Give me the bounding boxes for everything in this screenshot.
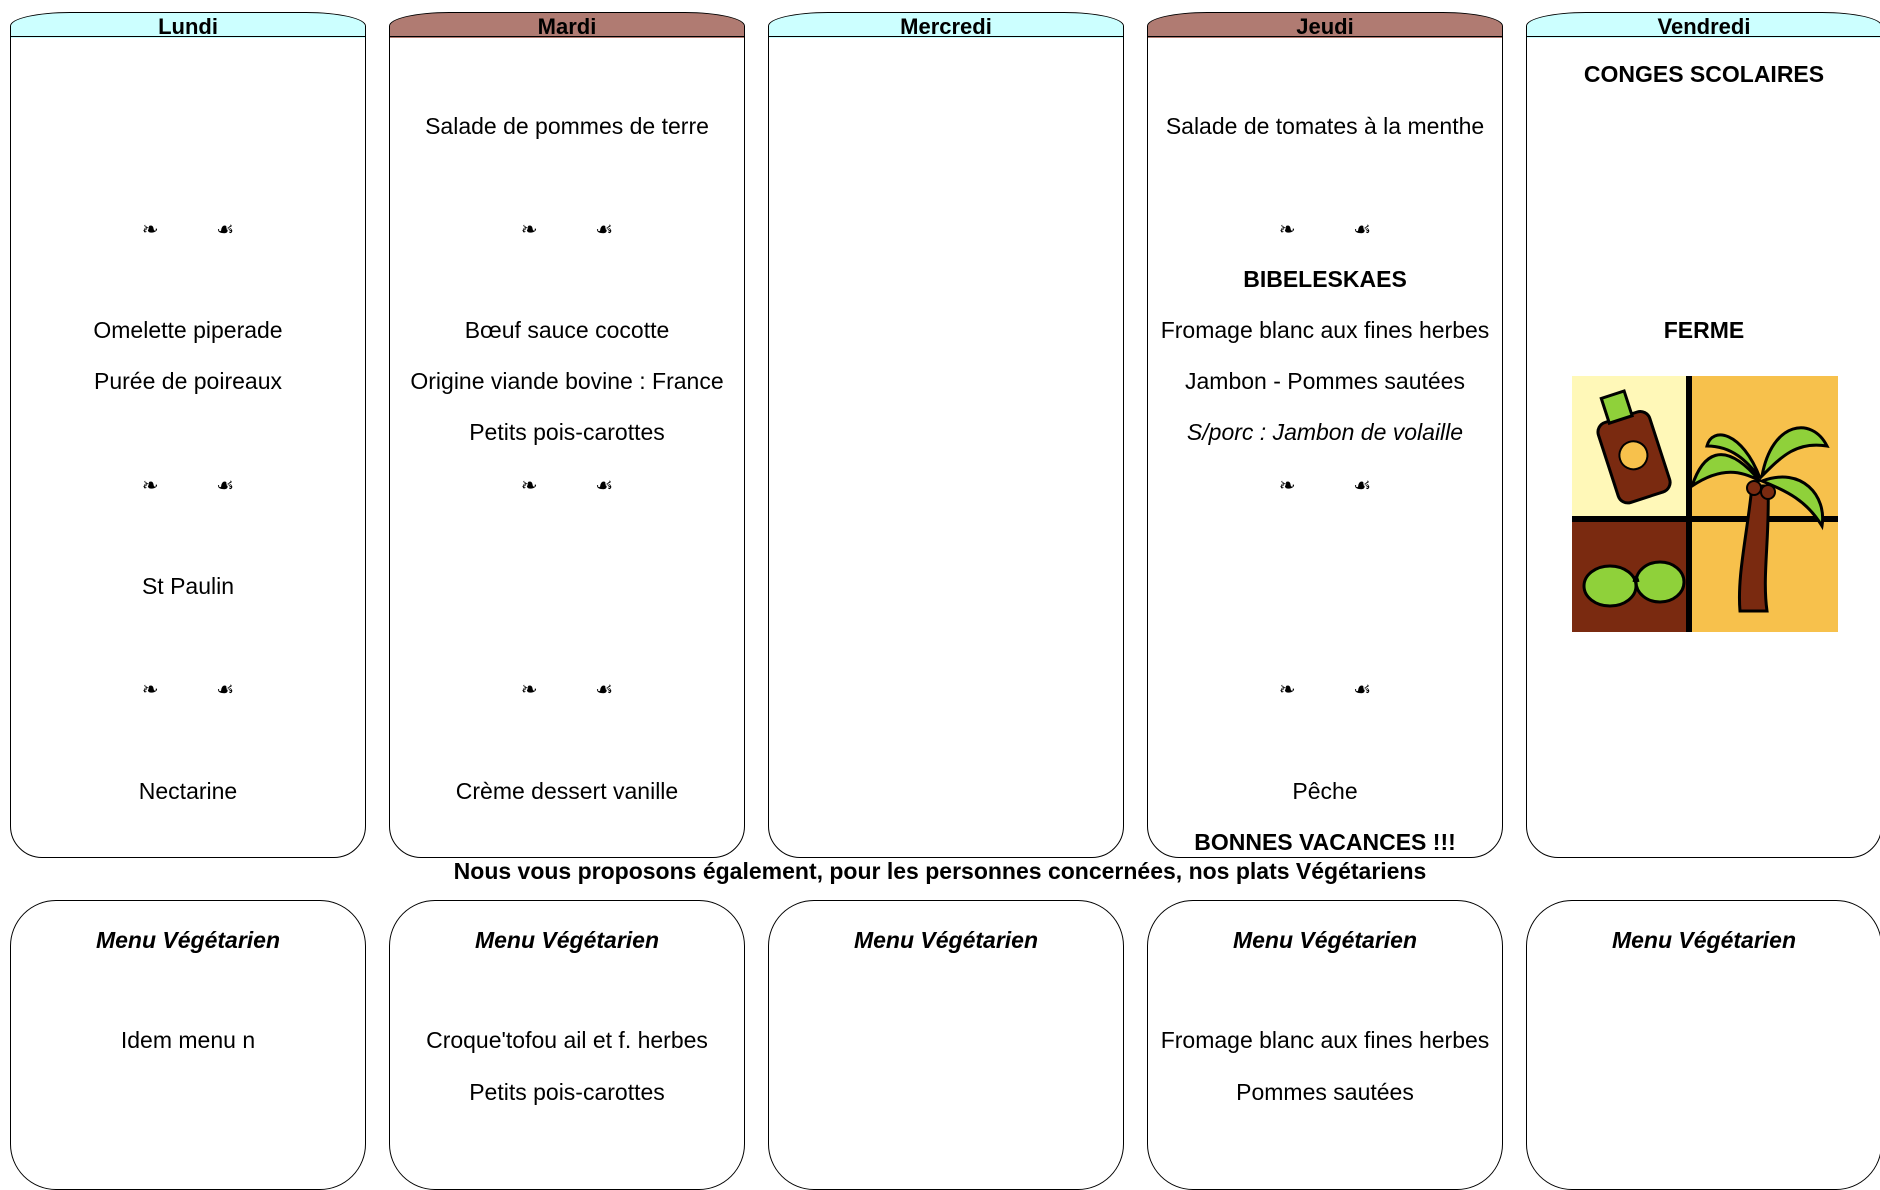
ornament: ❧ ☙ — [1278, 219, 1398, 241]
meat-origin: Origine viande bovine : France — [410, 368, 724, 394]
day-menu-box-tuesday — [389, 36, 745, 858]
veg-dish: Idem menu n — [120, 1027, 256, 1053]
starter: Salade de tomates à la menthe — [1165, 113, 1485, 139]
veg-dish: Croque'tofou ail et f. herbes — [426, 1027, 708, 1053]
pork-alternative: S/porc : Jambon de volaille — [1186, 419, 1464, 445]
dessert: Crème dessert vanille — [455, 778, 679, 804]
dessert: Nectarine — [138, 778, 238, 804]
ornament: ❧ ☙ — [141, 475, 261, 497]
day-menu-box-wednesday — [768, 36, 1124, 858]
ornament: ❧ ☙ — [1278, 475, 1398, 497]
day-menu-box-thursday — [1147, 36, 1503, 858]
veg-box-wednesday — [768, 900, 1124, 1190]
main-dish: Bœuf sauce cocotte — [464, 317, 670, 343]
veg-title: Menu Végétarien — [474, 927, 660, 953]
veg-dish: Fromage blanc aux fines herbes — [1160, 1027, 1490, 1053]
veg-side-dish: Petits pois-carottes — [469, 1079, 665, 1105]
side-dish: Petits pois-carottes — [469, 419, 665, 445]
main-dish: Omelette piperade — [93, 317, 283, 343]
vacation-clipart-icon — [1572, 376, 1838, 632]
veg-box-friday — [1526, 900, 1880, 1190]
day-header-friday: Vendredi — [1526, 12, 1880, 38]
dessert: Pêche — [1292, 778, 1358, 804]
veg-title: Menu Végétarien — [1232, 927, 1418, 953]
day-header-tuesday: Mardi — [389, 12, 745, 38]
school-holiday-label: CONGES SCOLAIRES — [1583, 61, 1825, 87]
ornament: ❧ ☙ — [520, 679, 640, 701]
ornament: ❧ ☙ — [1278, 679, 1398, 701]
side-dish: Purée de poireaux — [94, 368, 282, 394]
ornament: ❧ ☙ — [141, 679, 261, 701]
veg-title: Menu Végétarien — [853, 927, 1039, 953]
veg-box-tuesday — [389, 900, 745, 1190]
ornament: ❧ ☙ — [141, 219, 261, 241]
side-dish: Jambon - Pommes sautées — [1185, 368, 1465, 394]
holiday-message: BONNES VACANCES !!! — [1194, 829, 1456, 855]
vegetarian-notice: Nous vous proposons également, pour les personnes concernées, nos plats Végétariens — [453, 858, 1427, 884]
day-header-wednesday: Mercredi — [768, 12, 1124, 38]
veg-title: Menu Végétarien — [95, 927, 281, 953]
cheese: St Paulin — [141, 573, 235, 599]
ornament: ❧ ☙ — [520, 219, 640, 241]
day-header-monday: Lundi — [10, 12, 366, 38]
veg-side-dish: Pommes sautées — [1236, 1079, 1414, 1105]
main-dish: Fromage blanc aux fines herbes — [1160, 317, 1490, 343]
ornament: ❧ ☙ — [520, 475, 640, 497]
veg-box-monday — [10, 900, 366, 1190]
day-header-thursday: Jeudi — [1147, 12, 1503, 38]
starter: Salade de pommes de terre — [425, 113, 709, 139]
veg-title: Menu Végétarien — [1611, 927, 1797, 953]
special-dish: BIBELESKAES — [1243, 266, 1407, 292]
day-menu-box-monday — [10, 36, 366, 858]
veg-box-thursday — [1147, 900, 1503, 1190]
closed-label: FERME — [1663, 317, 1745, 343]
